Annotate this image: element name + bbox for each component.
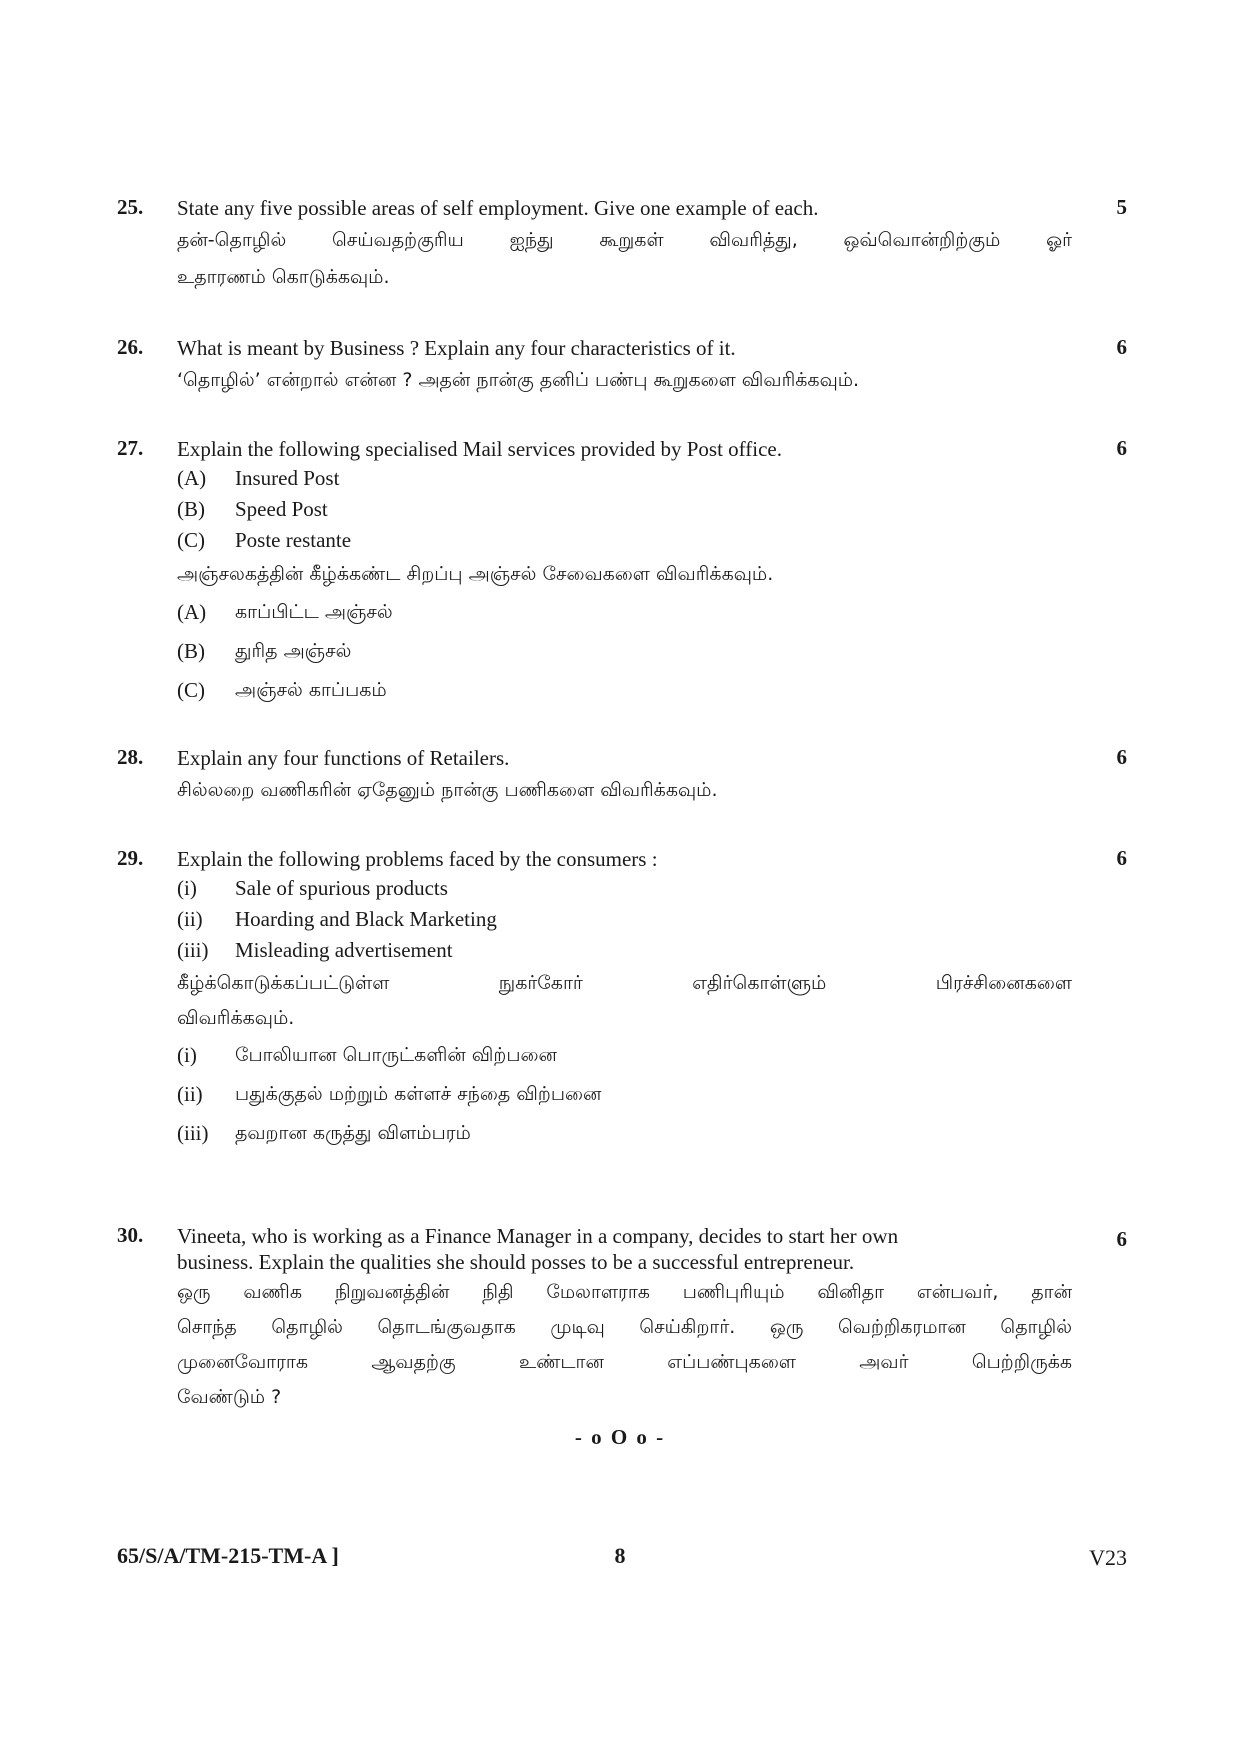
question-text-tamil: விவரிக்கவும். — [177, 1007, 295, 1029]
question-text-english: Explain the following problems faced by the consumers : — [177, 847, 658, 871]
list-item: (B) துரித அஞ்சல் — [177, 639, 352, 663]
question-marks: 6 — [1116, 745, 1127, 769]
question-marks: 6 — [1116, 436, 1127, 460]
list-item: (C) Poste restante — [177, 528, 352, 552]
question-text-tamil: ஒரு வணிக நிறுவனத்தின் நிதி மேலாளராக பணிபுரியும் வினிதா என்பவர், தான் — [177, 1281, 1072, 1303]
question-text-tamil: வேண்டும் ? — [177, 1386, 282, 1408]
question-text-tamil: அஞ்சலகத்தின் கீழ்க்கண்ட சிறப்பு அஞ்சல் சேவைகளை விவரிக்கவும். — [177, 563, 774, 585]
question-28 — [117, 745, 1127, 809]
list-item: (A) காப்பிட்ட அஞ்சல் — [177, 600, 393, 624]
question-29 — [117, 846, 1127, 1153]
question-marks: 6 — [1116, 846, 1127, 870]
end-of-paper-mark: - o O o - — [574, 1425, 666, 1449]
question-number: 28. — [117, 745, 144, 769]
question-marks: 5 — [1116, 195, 1127, 219]
list-item: (ii) Hoarding and Black Marketing — [177, 907, 497, 931]
question-text-tamil: ‘தொழில்’ என்றால் என்ன ? அதன் நான்கு தனிப் பண்பு கூறுகளை விவரிக்கவும். — [177, 369, 860, 391]
list-item: (i) போலியான பொருட்களின் விற்பனை — [177, 1043, 557, 1067]
question-text-tamil: உதாரணம் கொடுக்கவும். — [177, 266, 390, 288]
question-number: 30. — [117, 1223, 144, 1247]
question-27 — [117, 436, 1127, 710]
paper-code: 65/S/A/TM-215-TM-A ] — [117, 1543, 339, 1568]
question-text-english: Explain any four functions of Retailers. — [177, 746, 510, 770]
question-text-tamil: சில்லறை வணிகரின் ஏதேனும் நான்கு பணிகளை விவரிக்கவும். — [177, 779, 718, 801]
question-30 — [117, 1223, 1127, 1415]
question-text-english: What is meant by Business ? Explain any four characteristics of it. — [177, 336, 736, 360]
question-number: 29. — [117, 846, 144, 870]
question-number: 25. — [117, 195, 144, 219]
question-text-english: Explain the following specialised Mail services provided by Post office. — [177, 437, 782, 461]
question-26 — [117, 335, 1127, 399]
question-text-tamil: தன்-தொழில் செய்வதற்குரிய ஐந்து கூறுகள் விவரித்து, ஒவ்வொன்றிற்கும் ஓர் — [177, 229, 1072, 251]
question-25 — [117, 195, 1127, 296]
question-text-english: State any five possible areas of self employment. Give one example of each. — [177, 196, 819, 220]
list-item: (C) அஞ்சல் காப்பகம் — [177, 678, 387, 702]
list-item: (i) Sale of spurious products — [177, 876, 448, 900]
question-marks: 6 — [1116, 335, 1127, 359]
question-text-tamil: முனைவோராக ஆவதற்கு உண்டான எப்பண்புகளை அவர் பெற்றிருக்க — [177, 1351, 1072, 1373]
question-marks: 6 — [1116, 1227, 1127, 1251]
question-text-tamil: கீழ்க்கொடுக்கப்பட்டுள்ள நுகர்கோர் எதிர்கொள்ளும் பிரச்சினைகளை — [177, 972, 1072, 994]
question-text-tamil: சொந்த தொழில் தொடங்குவதாக முடிவு செய்கிறார். ஒரு வெற்றிகரமான தொழில் — [177, 1316, 1072, 1338]
list-item: (iii) தவறான கருத்து விளம்பரம் — [177, 1121, 471, 1145]
list-item: (B) Speed Post — [177, 497, 328, 521]
question-text-english: business. Explain the qualities she should posses to be a successful entrepreneur. — [177, 1250, 855, 1274]
list-item: (A) Insured Post — [177, 466, 340, 490]
question-text-english: Vineeta, who is working as a Finance Manager in a company, decides to start her own — [177, 1224, 899, 1248]
version-label: V23 — [1089, 1545, 1127, 1570]
question-number: 27. — [117, 436, 144, 460]
list-item: (ii) பதுக்குதல் மற்றும் கள்ளச் சந்தை விற்பனை — [177, 1082, 602, 1106]
page-number: 8 — [614, 1543, 626, 1568]
list-item: (iii) Misleading advertisement — [177, 938, 453, 962]
question-number: 26. — [117, 335, 144, 359]
